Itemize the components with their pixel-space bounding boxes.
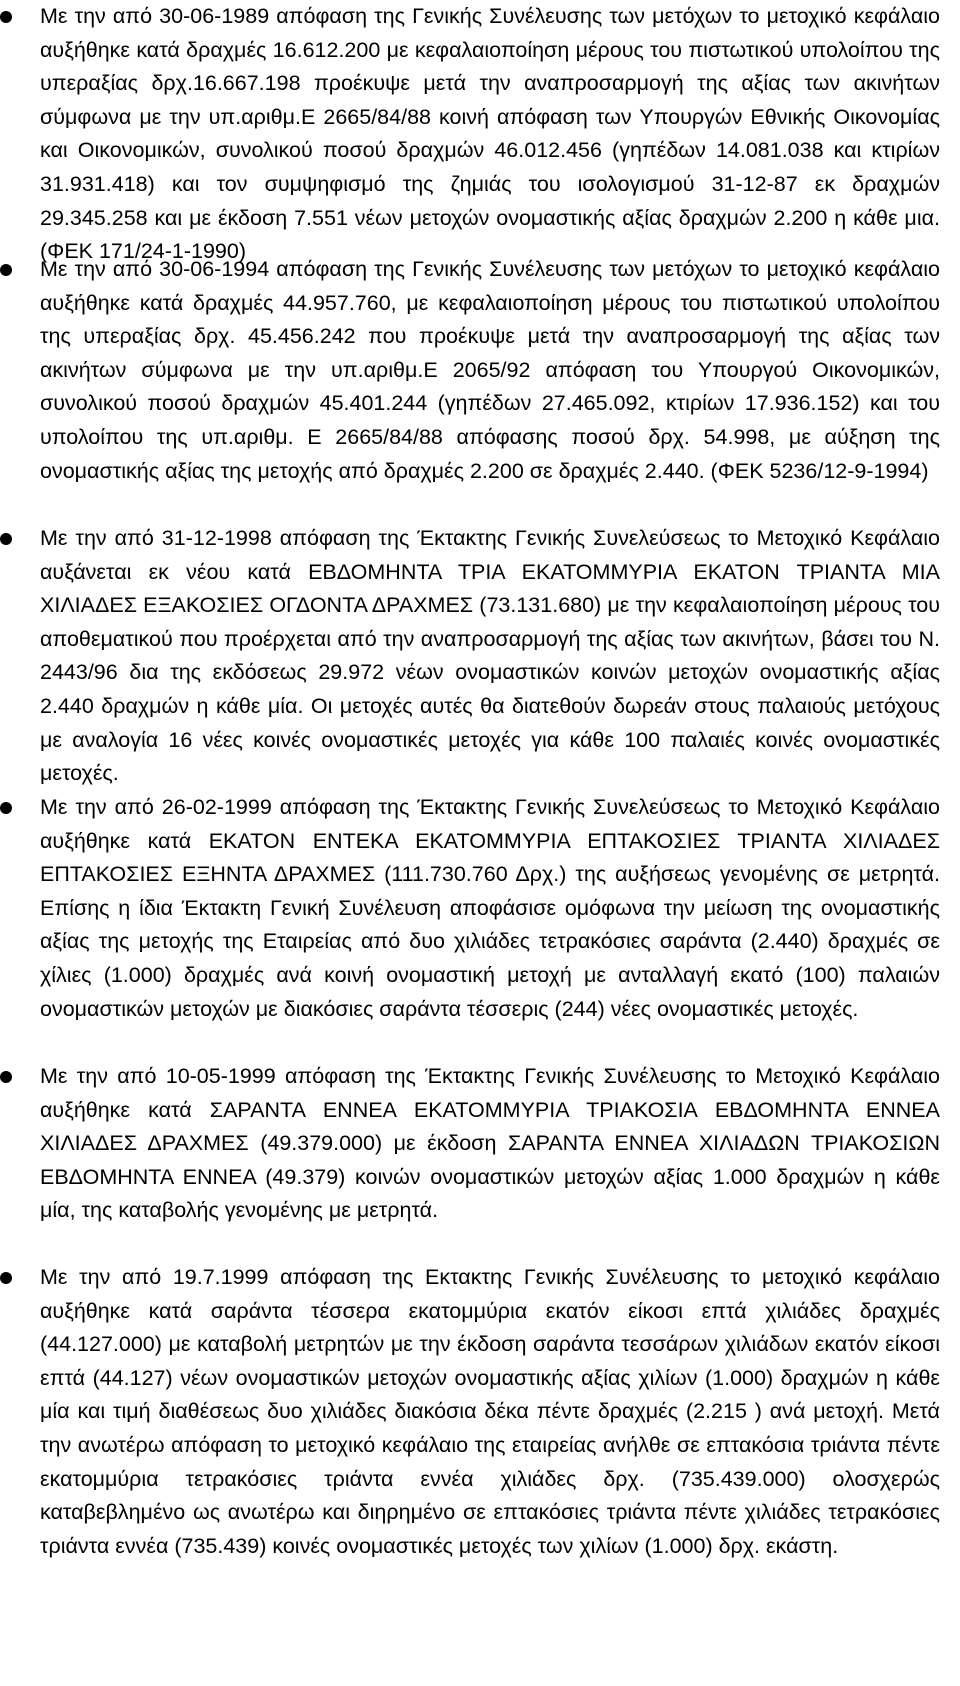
list-item-text: Με την από 26-02-1999 απόφαση της Έκτακτης Γενικής Συνελεύσεως το Μετοχικό Κεφάλαιο αυξήθηκε κατά ΕΚΑΤΟΝ ΕΝΤΕΚΑ ΕΚΑΤΟΜΜΥΡΙΑ ΕΠΤΑΚΟΣΙΕΣ ΤΡΙΑΝΤΑ ΧΙΛΙΑΔΕΣ ΕΠΤΑΚΟΣΙΕΣ ΕΞΗΝΤΑ ΔΡΑΧΜΕΣ (111.730.760 Δρχ.) της αυξήσεως γενομένης σε μετρητά. Επίσης η ίδια Έκτακτη Γενική Συνέλευση αποφάσισε ομόφωνα την μείωση της ονομαστικής αξίας της μετοχής της Εταιρείας από δυο χιλιάδες τετρακόσιες σαράντα (2.440) δραχμές σε χίλιες (1.000) δραχμές ανά κοινή ονομαστική μετοχή με ανταλλαγή εκατό (100) παλαιών ονομαστικών μετοχών με διακόσιες σαράντα τέσσερις (244) νέες ονομαστικές μετοχές. [40, 795, 940, 1021]
bullet-icon [0, 533, 12, 545]
bullet-icon [0, 802, 12, 814]
bullet-icon [0, 1272, 12, 1284]
list-item [0, 522, 940, 791]
list-item-text: Με την από 30-06-1994 απόφαση της Γενικής Συνέλευσης των μετόχων το μετοχικό κεφάλαιο αυξήθηκε κατά δραχμές 44.957.760, με κεφαλαιοποίηση μέρους του πιστωτικού υπολοίπου της υπεραξίας δρχ. 45.456.242 που προέκυψε μετά την αναπροσαρμογή της αξίας των ακινήτων σύμφωνα με την υπ.αριθμ.Ε 2065/92 απόφαση του Υπουργού Οικονομικών, συνολικού ποσού δραχμών 45.401.244 (γηπέδων 27.465.092, κτιρίων 17.936.152) και του υπολοίπου της υπ.αριθμ. Ε 2665/84/88 απόφασης ποσού δρχ. 54.998, με αύξηση της ονομαστικής αξίας της μετοχής από δραχμές 2.200 σε δραχμές 2.440. (ΦΕΚ 5236/12-9-1994) [40, 257, 940, 483]
list-item [0, 0, 940, 269]
list-item [0, 1060, 940, 1228]
list-item [0, 791, 940, 1026]
list-item [0, 1261, 940, 1563]
list-item-text: Με την από 10-05-1999 απόφαση της Έκτακτης Γενικής Συνέλευσης το Μετοχικό Κεφάλαιο αυξήθηκε κατά ΣΑΡΑΝΤΑ ΕΝΝΕΑ ΕΚΑΤΟΜΜΥΡΙΑ ΤΡΙΑΚΟΣΙΑ ΕΒΔΟΜΗΝΤΑ ΕΝΝΕΑ ΧΙΛΙΑΔΕΣ ΔΡΑΧΜΕΣ (49.379.000) με έκδοση ΣΑΡΑΝΤΑ ΕΝΝΕΑ ΧΙΛΙΑΔΩΝ ΤΡΙΑΚΟΣΙΩΝ ΕΒΔΟΜΗΝΤΑ ΕΝΝΕΑ (49.379) κοινών ονομαστικών μετοχών αξίας 1.000 δραχμών η κάθε μία, της καταβολής γενομένης με μετρητά. [40, 1064, 940, 1223]
bullet-icon [0, 1071, 12, 1083]
bullet-icon [0, 264, 12, 276]
list-item-text: Με την από 19.7.1999 απόφαση της Εκτακτης Γενικής Συνέλευσης το μετοχικό κεφάλαιο αυξήθηκε κατά σαράντα τέσσερα εκατομμύρια εκατόν είκοσι επτά χιλιάδες δραχμές (44.127.000) με καταβολή μετρητών με την έκδοση σαράντα τεσσάρων χιλιάδων εκατόν είκοσι επτά (44.127) νέων ονομαστικών μετοχών ονομαστικής αξίας χιλίων (1.000) δραχμών η κάθε μία και τιμή διαθέσεως δυο χιλιάδες διακόσια δέκα πέντε δραχμές (2.215 ) ανά μετοχή. Μετά την ανωτέρω απόφαση το μετοχικό κεφάλαιο της εταιρείας ανήλθε σε επτακόσια τριάντα πέντε εκατομμύρια τετρακόσιες τριάντα εννέα χιλιάδες δρχ. (735.439.000) ολοσχερώς καταβεβλημένο ως ανωτέρω και διηρημένο σε επτακόσιες τριάντα πέντε χιλιάδες τετρακόσιες τριάντα εννέα (735.439) κοινές ονομαστικές μετοχές των χιλίων (1.000) δρχ. εκάστη. [40, 1265, 940, 1558]
list-item-text: Με την από 30-06-1989 απόφαση της Γενικής Συνέλευσης των μετόχων το μετοχικό κεφάλαιο αυξήθηκε κατά δραχμές 16.612.200 με κεφαλαιοποίηση μέρους του πιστωτικού υπολοίπου της υπεραξίας δρχ.16.667.198 προέκυψε μετά την αναπροσαρμογή της αξίας των ακινήτων σύμφωνα με την υπ.αριθμ.Ε 2665/84/88 κοινή απόφαση των Υπουργών Εθνικής Οικονομίας και Οικονομικών, συνολικού ποσού δραχμών 46.012.456 (γηπέδων 14.081.038 και κτιρίων 31.931.418) και τον συμψηφισμό της ζημιάς του ισολογισμού 31-12-87 εκ δραχμών 29.345.258 και με έκδοση 7.551 νέων μετοχών ονομαστικής αξίας δραχμών 2.200 η κάθε μια. (ΦΕΚ 171/24-1-1990) [40, 4, 940, 264]
list-item [0, 253, 940, 488]
list-item-text: Με την από 31-12-1998 απόφαση της Έκτακτης Γενικής Συνελεύσεως το Μετοχικό Κεφάλαιο αυξάνεται εκ νέου κατά ΕΒΔΟΜΗΝΤΑ ΤΡΙΑ ΕΚΑΤΟΜΜΥΡΙΑ ΕΚΑΤΟΝ ΤΡΙΑΝΤΑ ΜΙΑ ΧΙΛΙΑΔΕΣ ΕΞΑΚΟΣΙΕΣ ΟΓΔΟΝΤΑ ΔΡΑΧΜΕΣ (73.131.680) με την κεφαλαιοποίηση μέρους του αποθεματικού που προέρχεται από την αναπροσαρμογή της αξίας των ακινήτων, βάσει του Ν. 2443/96 δια της εκδόσεως 29.972 νέων ονομαστικών κοινών μετοχών ονομαστικής αξίας 2.440 δραχμών η κάθε μία. Οι μετοχές αυτές θα διατεθούν δωρεάν στους παλαιούς μετόχους με αναλογία 16 νέες κοινές ονομαστικές μετοχές για κάθε 100 παλαιές κοινές ονομαστικές μετοχές. [40, 526, 940, 786]
bullet-icon [0, 11, 12, 23]
